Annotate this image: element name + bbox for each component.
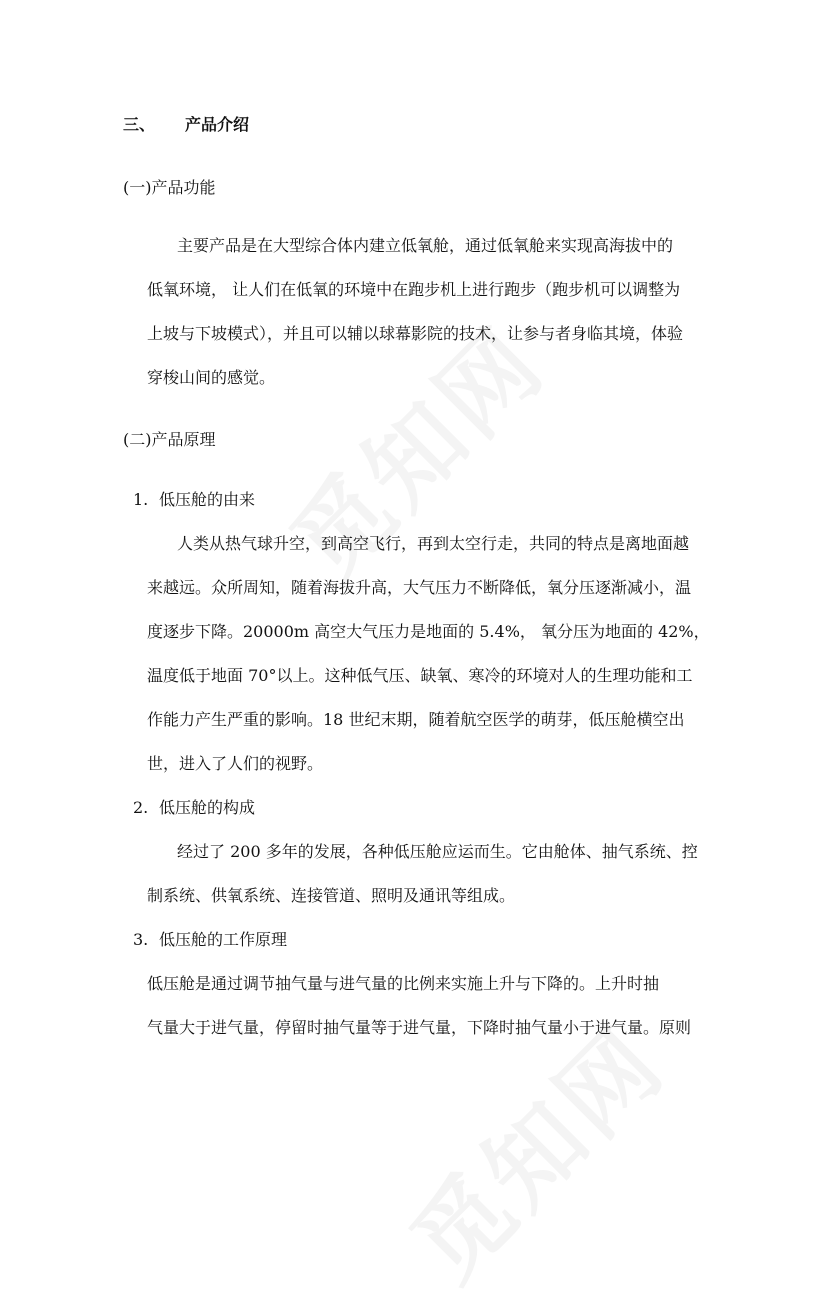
paragraph-line: 度逐步下降。20000m 高空大气压力是地面的 5.4%， 氧分压为地面的 42%， xyxy=(147,622,710,641)
paragraph-line: 上坡与下坡模式），并且可以辅以球幕影院的技术，让参与者身临其境，体验 xyxy=(147,324,684,343)
subsection-heading: (二)产品原理 xyxy=(123,430,216,449)
item-number: 3. xyxy=(133,930,149,949)
paragraph-line: 气量大于进气量，停留时抽气量等于进气量，下降时抽气量小于进气量。原则 xyxy=(147,1018,692,1037)
paragraph-line: 主要产品是在大型综合体内建立低氧舱，通过低氧舱来实现高海拔中的 xyxy=(177,236,674,255)
paragraph-line: 低氧环境， 让人们在低氧的环境中在跑步机上进行跑步（跑步机可以调整为 xyxy=(147,280,681,299)
paragraph-line: 温度低于地面 70°以上。这种低气压、缺氧、寒冷的环境对人的生理功能和工 xyxy=(147,666,693,685)
section-title: 产品介绍 xyxy=(185,115,250,134)
item-number: 2. xyxy=(133,798,149,817)
paragraph-line: 低压舱是通过调节抽气量与进气量的比例来实施上升与下降的。上升时抽 xyxy=(147,974,660,993)
paragraph-line: 穿梭山间的感觉。 xyxy=(147,368,276,387)
section-number: 三、 xyxy=(123,115,156,134)
subsection-heading: (一)产品功能 xyxy=(123,178,216,197)
item-title: 低压舱的构成 xyxy=(159,798,256,817)
item-number: 1. xyxy=(133,490,149,509)
numbered-heading xyxy=(133,928,287,952)
paragraph-line: 制系统、供氧系统、连接管道、照明及通讯等组成。 xyxy=(147,886,516,905)
paragraph-line: 世，进入了人们的视野。 xyxy=(147,754,324,773)
item-title: 低压舱的工作原理 xyxy=(159,930,288,949)
paragraph-line: 来越远。众所周知，随着海拔升高，大气压力不断降低，氧分压逐渐减小，温 xyxy=(147,578,692,597)
paragraph-line: 经过了 200 多年的发展，各种低压舱应运而生。它由舱体、抽气系统、控 xyxy=(177,842,698,861)
paragraph-line: 人类从热气球升空，到高空飞行，再到太空行走，共同的特点是离地面越 xyxy=(177,534,690,553)
paragraph-line: 作能力产生严重的影响。18 世纪末期，随着航空医学的萌芽，低压舱横空出 xyxy=(147,710,685,729)
item-title: 低压舱的由来 xyxy=(159,490,256,509)
numbered-heading xyxy=(133,796,255,820)
section-heading xyxy=(123,113,249,137)
numbered-heading xyxy=(133,488,255,512)
